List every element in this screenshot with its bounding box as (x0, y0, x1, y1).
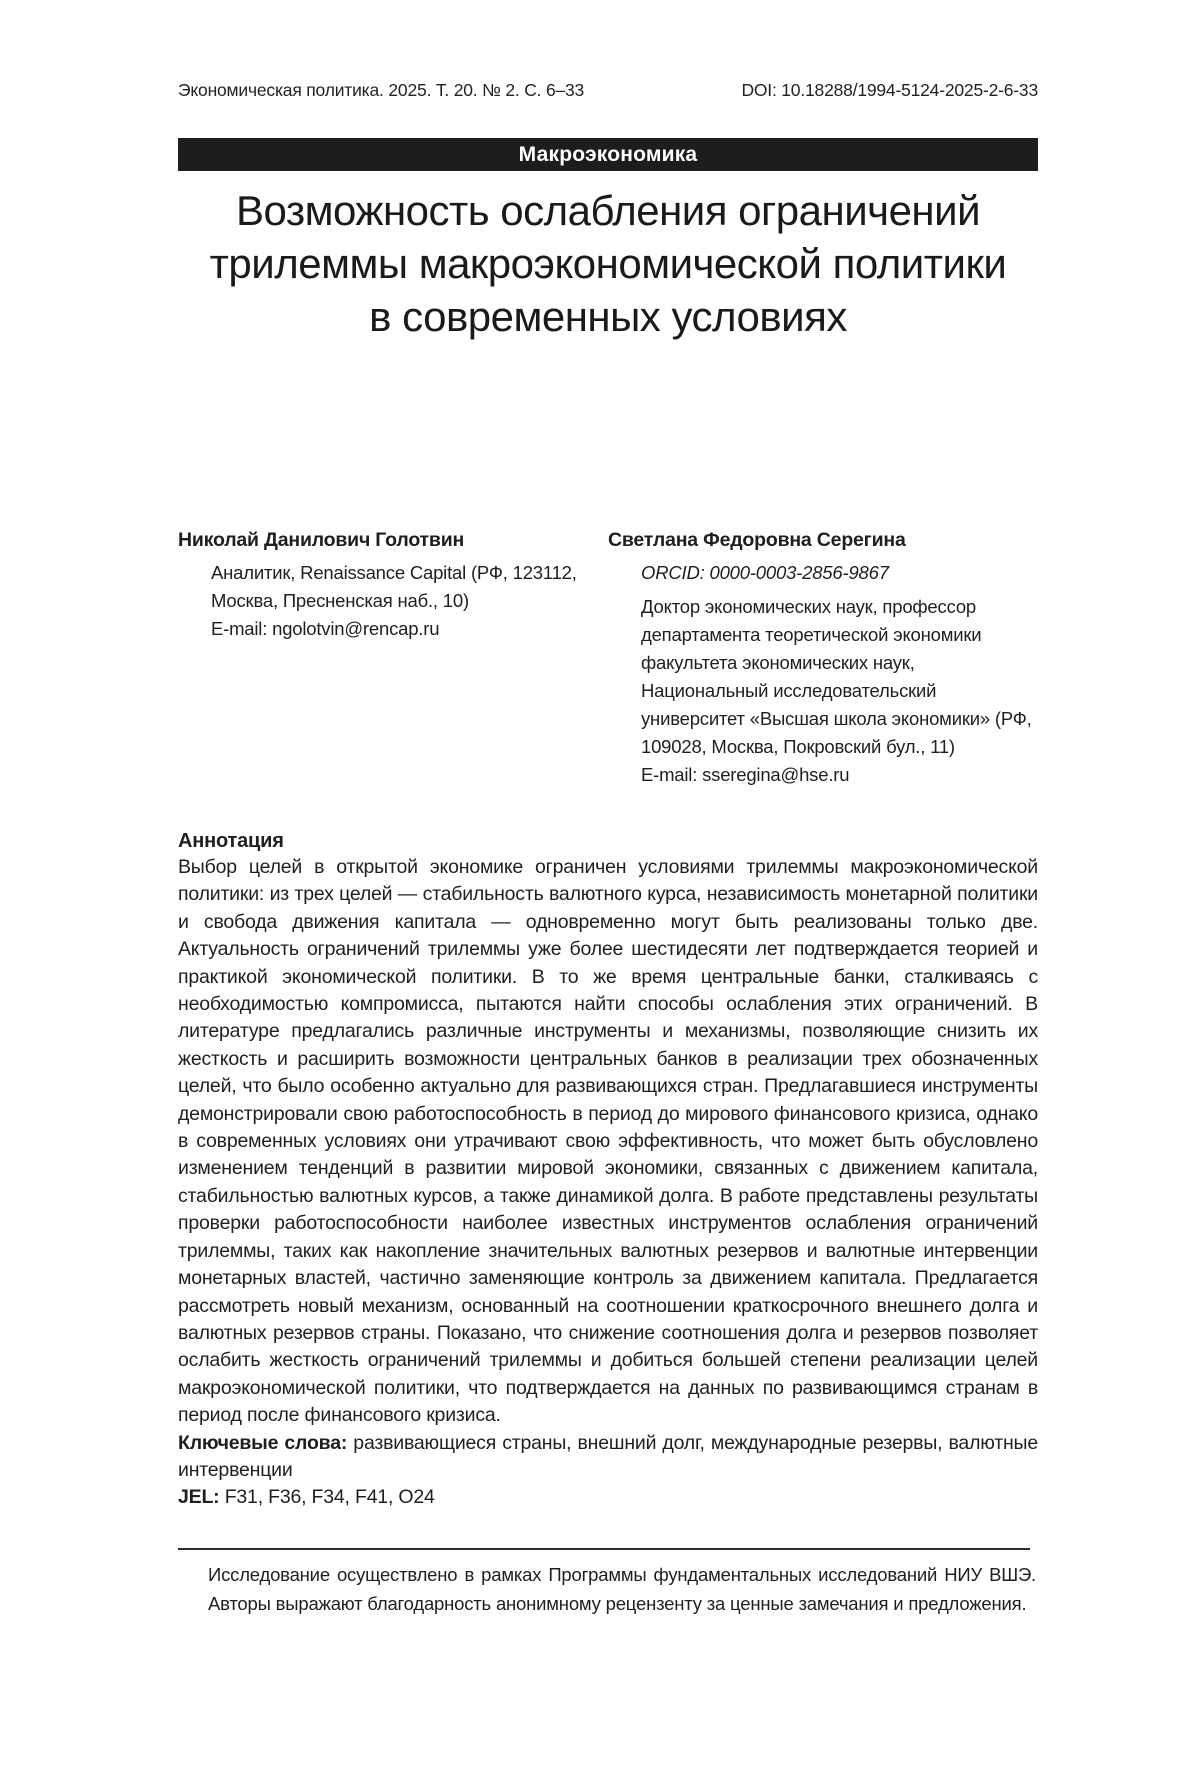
page-header (178, 80, 1038, 101)
abstract-heading: Аннотация (178, 830, 284, 852)
author-1-affiliation: Аналитик, Renaissance Capital (РФ, 123112, Москва, Пресненская наб., 10) (211, 562, 577, 611)
section-banner-label: Макроэкономика (518, 143, 698, 166)
article-title-line-3: в современных условиях (369, 293, 847, 340)
footnote-section (178, 1548, 1038, 1618)
article-title-line-2: трилеммы макроэкономической политики (209, 240, 1007, 287)
doi-text: DOI: 10.18288/1994-5124-2025-2-6-33 (741, 80, 1038, 100)
author-2-affiliation: Доктор экономических наук, профессор департамента теоретической экономики факультета экономических наук, Национальный исследовательский университет «Высшая школа экономики» (РФ, 109028, Москва, Покровский бул., 11) (641, 596, 1032, 757)
jel-line (178, 1484, 1038, 1511)
footnote-divider (178, 1548, 1030, 1550)
authors-section (178, 528, 1038, 789)
abstract-text: Выбор целей в открытой экономике ограничен условиями трилеммы макроэкономической политики: из трех целей — стабильность валютного курса, независимость монетарной политики и свобода движения капитала — одновременно могут быть реализованы только две. Актуальность ограничений трилеммы уже более шестидесяти лет подтверждается теорией и практикой экономической политики. В то же время центральные банки, сталкиваясь с необходимостью компромисса, пытаются найти способы ослабления этих ограничений. В литературе предлагались различные инструменты и механизмы, позволяющие снизить их жесткость и расширить возможности центральных банков в реализации трех обозначенных целей, что было особенно актуально для развивающихся стран. Предлагавшиеся инструменты демонстрировали свою работоспособность в период до мирового финансового кризиса, однако в современных условиях они утрачивают свою эффективность, что может быть обусловлено изменением тенденций в развитии мировой экономики, связанных с движением капитала, стабильностью валютных курсов, а также динамикой долга. В работе представлены результаты проверки работоспособности наиболее известных инструментов ослабления ограничений трилеммы, таких как накопление значительных валютных резервов и валютные интервенции монетарных властей, частично заменяющие контроль за движением капитала. Предлагается рассмотреть новый механизм, основанный на соотношении краткосрочного внешнего долга и валютных резервов страны. Показано, что снижение соотношения долга и резервов позволяет ослабить жесткость ограничений трилеммы и добиться большей степени реализации целей макроэкономической политики, что подтверждается на данных по развивающимся странам в период после финансового кризиса. (178, 856, 1038, 1427)
author-block-2 (608, 528, 1038, 789)
section-banner (178, 138, 1038, 171)
author-2-details (608, 559, 1038, 789)
jel-text: F31, F36, F34, F41, O24 (224, 1486, 435, 1509)
author-block-1 (178, 528, 608, 789)
keywords-label: Ключевые слова: (178, 1431, 348, 1454)
author-2-email: E-mail: sseregina@hse.ru (641, 764, 850, 785)
footnote-text: Исследование осуществлено в рамках Программы фундаментальных исследований НИУ ВШЭ. Авторы выражают благодарность анонимному рецензенту за ценные замечания и предложения. (208, 1564, 1036, 1614)
article-title (178, 184, 1038, 343)
keywords-text: развивающиеся страны, внешний долг, международные резервы, валютные интервенции (178, 1431, 1039, 1481)
author-2-name: Светлана Федоровна Серегина (608, 529, 906, 551)
keywords-line (178, 1430, 1038, 1485)
author-1-details (178, 559, 590, 643)
article-title-line-1: Возможность ослабления ограничений (235, 187, 981, 234)
author-1-email: E-mail: ngolotvin@rencap.ru (211, 618, 440, 639)
author-2-orcid: ORCID: 0000-0003-2856-9867 (641, 562, 889, 583)
author-1-name: Николай Данилович Голотвин (178, 529, 465, 551)
abstract-section (178, 828, 1038, 1512)
jel-label: JEL: (178, 1486, 220, 1509)
journal-reference: Экономическая политика. 2025. Т. 20. № 2. С. 6–33 (178, 80, 585, 100)
